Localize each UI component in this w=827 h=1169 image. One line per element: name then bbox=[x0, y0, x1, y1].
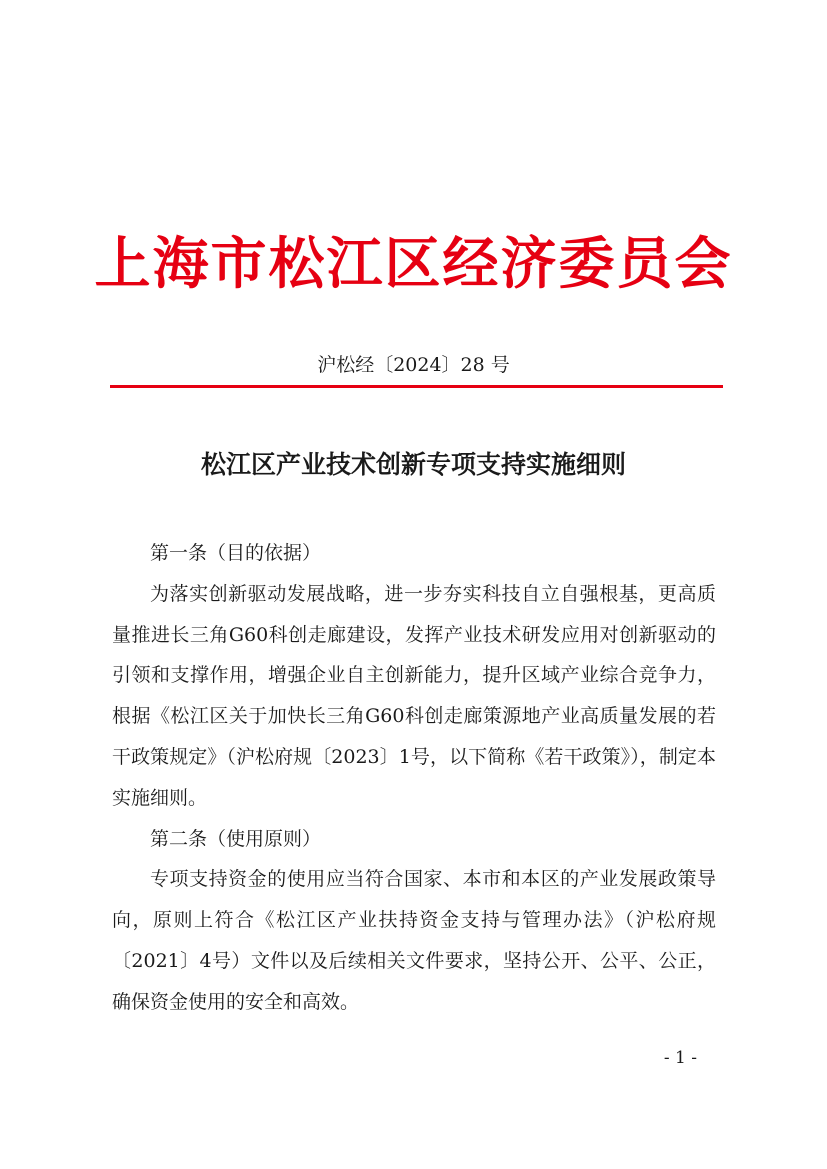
page-number: - 1 - bbox=[663, 1048, 697, 1068]
article-1-heading: 第一条（目的依据） bbox=[150, 542, 322, 564]
article-2-heading: 第二条（使用原则） bbox=[150, 827, 322, 850]
document-number: 沪松经〔2024〕28 号 bbox=[317, 354, 510, 376]
article-2-paragraph: 专项支持资金的使用应当符合国家、本市和本区的产业发展政策导向，原则上符合《松江区产业扶持资金支持与管理办法》（沪松府规〔2021〕4号）文件以及后续相关文件要求，坚持公开、公平、公正，确保资金使用的安全和高效。 bbox=[112, 868, 716, 1013]
document-body bbox=[112, 533, 716, 1023]
article-1-paragraph: 为落实创新驱动发展战略，进一步夯实科技自立自强根基，更高质量推进长三角G60科创走廊建设，发挥产业技术研发应用对创新驱动的引领和支撑作用，增强企业自主创新能力，提升区域产业综合竞争力，根据《松江区关于加快长三角G60科创走廊策源地产业高质量发展的若干政策规定》（沪松府规〔2023〕1号，以下简称《若干政策》），制定本实施细则。 bbox=[112, 582, 716, 809]
document-title: 松江区产业技术创新专项支持实施细则 bbox=[200, 450, 626, 479]
letterhead-red-rule bbox=[110, 385, 723, 388]
letterhead-org-name: 上海市松江区经济委员会 bbox=[94, 231, 733, 297]
